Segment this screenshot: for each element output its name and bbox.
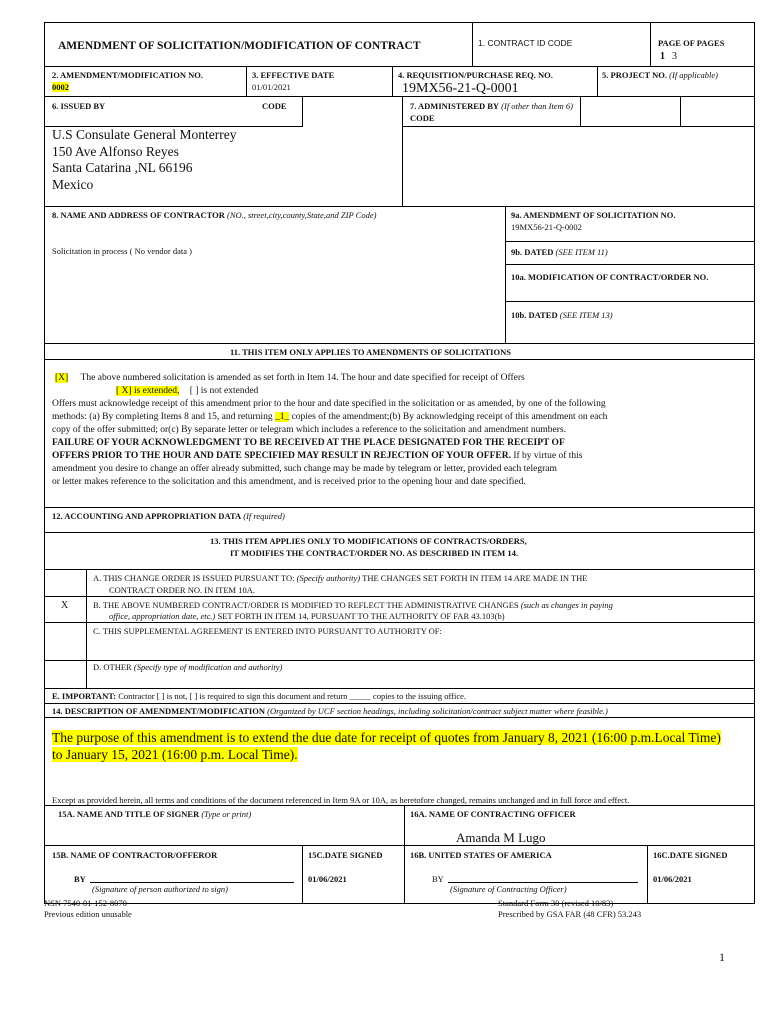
item-13a-text: A. THIS CHANGE ORDER IS ISSUED PURSUANT TO: (93, 573, 295, 583)
item-9a-label: 9a. AMENDMENT OF SOLICITATION NO. (511, 210, 676, 220)
contractor-date-signed: 01/06/2021 (308, 874, 347, 884)
form-number: Standard Form 30 (revised 10/83) (498, 898, 614, 908)
extended-checkbox[interactable]: [ X] is extended, (116, 386, 180, 396)
officer-signature-note: (Signature of Contracting Officer) (450, 884, 567, 894)
requisition-label: 4. REQUISITION/PURCHASE REQ. NO. (398, 70, 553, 80)
officer-signature-line[interactable] (448, 882, 638, 883)
signer-15b-label: 15B. NAME OF CONTRACTOR/OFFEROR (52, 850, 218, 860)
terms-unchanged-text: Except as provided herein, all terms and conditions of the document referenced in Item 9A or 10A, as heretofore changed, remains unchanged and in full force and effect. (52, 795, 630, 805)
issued-by-label: 6. ISSUED BY (52, 101, 106, 111)
amend-label: 2. AMENDMENT/MODIFICATION NO. (52, 70, 203, 80)
item-13-heading-2: IT MODIFIES THE CONTRACT/ORDER NO. AS DESCRIBED IN ITEM 14. (230, 548, 519, 558)
item-13b-text: B. THE ABOVE NUMBERED CONTRACT/ORDER IS MODIFIED TO REFLECT THE ADMINISTRATIVE CHANGES (93, 600, 519, 610)
item-11-line1: The above numbered solicitation is amended as set forth in Item 14. The hour and date specified for receipt of Offers (80, 373, 525, 383)
item-11-line3: Offers must acknowledge receipt of this amendment prior to the hour and date specified in the solicitation or as amended, by one of the following (52, 399, 606, 409)
item-11-warning-1: FAILURE OF YOUR ACKNOWLEDGMENT TO BE RECEIVED AT THE PLACE DESIGNATED FOR THE RECEIPT OF (52, 438, 565, 448)
amended-checkbox[interactable]: [X] (55, 373, 69, 383)
page-number: 1 (660, 51, 665, 62)
item-13c-text: C. THIS SUPPLEMENTAL AGREEMENT IS ENTERED INTO PURSUANT TO AUTHORITY OF: (93, 626, 442, 636)
item-11-warning-2: OFFERS PRIOR TO THE HOUR AND DATE SPECIFIED MAY RESULT IN REJECTION OF YOUR OFFER. (52, 451, 511, 461)
signer-15c-label: 15C.DATE SIGNED (308, 850, 383, 860)
project-note: (If applicable) (669, 70, 719, 80)
administered-label: 7. ADMINISTERED BY (410, 101, 500, 111)
important-tail: copies to the issuing office. (372, 691, 467, 701)
description-text-1: The purpose of this amendment is to extend the due date for receipt of quotes from January 8, 2021 (16:00 p.m.Local Time) (52, 730, 721, 745)
issuer-address (52, 127, 236, 193)
important-blank: _____ (349, 691, 371, 701)
description-note: (Organized by UCF section headings, including solicitation/contract subject matter where feasible.) (267, 706, 608, 716)
effective-date-label: 3. EFFECTIVE DATE (252, 70, 335, 80)
accounting-note: (If required) (243, 511, 285, 521)
previous-edition: Previous edition unusable (44, 909, 132, 919)
effective-date-value: 01/01/2021 (252, 82, 291, 92)
item-11-heading: 11. THIS ITEM ONLY APPLIES TO AMENDMENTS OF SOLICITATIONS (230, 347, 511, 357)
copies-count: _1_ (274, 412, 290, 422)
item-9a-value: 19MX56-21-Q-0002 (511, 222, 582, 232)
item-13b-checkbox[interactable]: X (61, 600, 69, 611)
form-title: AMENDMENT OF SOLICITATION/MODIFICATION OF CONTRACT (58, 40, 421, 52)
by-label-officer: BY (432, 874, 444, 884)
issuer-line: Mexico (52, 176, 94, 192)
item-11-line5: copy of the offer submitted; or(c) By separate letter or telegram which includes a reference to the solicitation and amendment numbers. (52, 425, 566, 435)
issuer-line: U.S Consulate General Monterrey (52, 127, 237, 142)
signer-16b-label: 16B. UNITED STATES OF AMERICA (410, 850, 552, 860)
description-text-2: to January 15, 2021 (16:00 p.m. Local Time). (52, 747, 298, 762)
item-9b-note: (SEE ITEM 11) (555, 247, 608, 257)
officer-date-signed: 01/06/2021 (653, 874, 692, 884)
contractor-note: (NO., street,city,county,State,and ZIP Code) (226, 210, 377, 220)
by-label-contractor: BY (74, 874, 86, 884)
contractor-signature-line[interactable] (90, 882, 294, 883)
important-text: Contractor [ ] is not, [ ] is required to sign this document and return (118, 691, 348, 701)
description-label: 14. DESCRIPTION OF AMENDMENT/MODIFICATION (52, 706, 265, 716)
administered-code-label: CODE (410, 113, 435, 123)
signer-16c-label: 16C.DATE SIGNED (653, 850, 728, 860)
nsn-number: NSN 7540-01-152-8070 (44, 898, 127, 908)
item-11-line8: amendment you desire to change an offer already submitted, such change may be made by telegram or letter, provided each telegram (52, 464, 557, 474)
item-11-line9: or letter makes reference to the solicitation and this amendment, and is received prior to the opening hour and date specified. (52, 477, 526, 487)
item-13b-note: (such as changes in paying (520, 600, 613, 610)
item-13d-note: (Specify type of modification and authority) (133, 662, 283, 672)
contract-id-label: 1. CONTRACT ID CODE (478, 38, 573, 48)
issued-code-label: CODE (262, 101, 287, 111)
item-13b-tail: SET FORTH IN ITEM 14, PURSUANT TO THE AUTHORITY OF FAR 43.103(b) (217, 611, 505, 621)
signer-15a-label: 15A. NAME AND TITLE OF SIGNER (58, 809, 200, 819)
project-label: 5. PROJECT NO. (602, 70, 668, 80)
item-13d-text: D. OTHER (93, 662, 132, 672)
item-11-line7b: If by virtue of this (513, 451, 583, 461)
item-13a-line2: CONTRACT ORDER NO. IN ITEM 10A. (109, 585, 255, 595)
item-13-heading-1: 13. THIS ITEM APPLIES ONLY TO MODIFICATIONS OF CONTRACTS/ORDERS, (210, 536, 527, 546)
prescribed-by: Prescribed by GSA FAR (48 CFR) 53.243 (498, 909, 642, 919)
amend-value: 0002 (52, 82, 69, 92)
item-9b-label: 9b. DATED (511, 247, 554, 257)
not-extended-checkbox[interactable]: [ ] is not extended (189, 386, 259, 396)
issuer-line: 150 Ave Alfonso Reyes (52, 143, 179, 159)
contractor-value: Solicitation in process ( No vendor data ) (52, 246, 192, 256)
item-11-line4a: methods: (a) By completing Items 8 and 15, and returning (52, 412, 273, 422)
important-label: E. IMPORTANT: (52, 691, 117, 701)
item-13a-tail: THE CHANGES SET FORTH IN ITEM 14 ARE MADE IN THE (362, 573, 588, 583)
item-13b-note-2: office, appropriation date, etc.) (109, 611, 216, 621)
page-total: 3 (672, 51, 677, 62)
page-label: PAGE OF PAGES (658, 38, 725, 48)
contractor-signature-note: (Signature of person authorized to sign) (92, 884, 228, 894)
requisition-value: 19MX56-21-Q-0001 (402, 81, 519, 96)
item-10b-label: 10b. DATED (511, 310, 558, 320)
accounting-label: 12. ACCOUNTING AND APPROPRIATION DATA (52, 511, 242, 521)
item-10b-note: (SEE ITEM 13) (559, 310, 613, 320)
administered-note: (If other than Item 6) (501, 101, 573, 111)
signer-15a-note: (Type or print) (201, 809, 252, 819)
item-13a-note: (Specify authority) (296, 573, 361, 583)
contracting-officer-name: Amanda M Lugo (456, 830, 546, 845)
contractor-label: 8. NAME AND ADDRESS OF CONTRACTOR (52, 210, 225, 220)
item-11-line4b: copies of the amendment;(b) By acknowledging receipt of this amendment on each (291, 412, 608, 422)
issuer-line: Santa Catarina ,NL 66196 (52, 160, 193, 175)
item-10a-label: 10a. MODIFICATION OF CONTRACT/ORDER NO. (511, 272, 709, 282)
page-footer-number: 1 (719, 950, 725, 964)
signer-16a-label: 16A. NAME OF CONTRACTING OFFICER (410, 809, 576, 819)
